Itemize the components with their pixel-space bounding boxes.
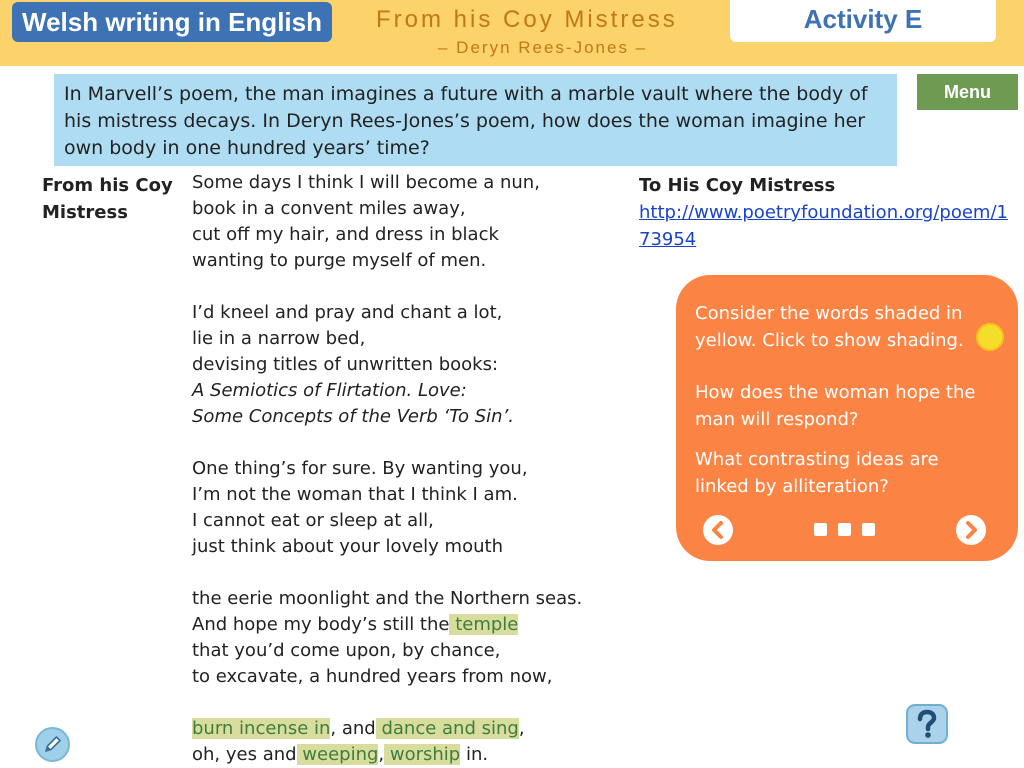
shaded-word: temple bbox=[449, 614, 519, 635]
panel-text-consider: Consider the words shaded in yellow. Click to show shading. bbox=[695, 303, 964, 351]
shaded-word: burn incense in bbox=[192, 718, 331, 739]
poem-line: I cannot eat or sleep at all, bbox=[192, 510, 434, 531]
poem-line: that you’d come upon, by chance, bbox=[192, 640, 501, 661]
question-mark-icon[interactable] bbox=[906, 704, 948, 744]
page-dots bbox=[814, 523, 878, 537]
panel-text-respond: How does the woman hope the man will respond? bbox=[695, 382, 976, 430]
poem-text-run: , bbox=[518, 718, 525, 739]
header-bar bbox=[0, 0, 1024, 66]
poem-line: Some days I think I will become a nun, bbox=[192, 172, 540, 193]
reference-block bbox=[639, 172, 1009, 253]
poem-line: book in a convent miles away, bbox=[192, 198, 466, 219]
poem-text-run: oh, yes and bbox=[192, 744, 297, 765]
poem-line: I’m not the woman that I think I am. bbox=[192, 484, 518, 505]
brand-label: Welsh writing in English bbox=[12, 2, 332, 42]
poem-line: wanting to purge myself of men. bbox=[192, 250, 487, 271]
yellow-dot-icon[interactable] bbox=[976, 323, 1004, 351]
chevron-left-icon[interactable] bbox=[703, 515, 733, 545]
reference-title: To His Coy Mistress bbox=[639, 175, 836, 196]
page-dot[interactable] bbox=[838, 523, 851, 536]
poem-line: just think about your lovely mouth bbox=[192, 536, 503, 557]
panel-text-alliteration: What contrasting ideas are linked by alliteration? bbox=[695, 449, 939, 497]
reference-link[interactable]: http://www.poetryfoundation.org/poem/173954 bbox=[639, 202, 1008, 250]
question-box: In Marvell’s poem, the man imagines a future with a marble vault where the body of his mistress decays. In Deryn Rees-Jones’s poem, how does the woman imagine her own body in one hundred years’ time? bbox=[54, 74, 897, 166]
poem-line: I’d kneel and pray and chant a lot, bbox=[192, 302, 503, 323]
page-subtitle: – Deryn Rees-Jones – bbox=[438, 38, 648, 57]
poem-text-run: , and bbox=[330, 718, 376, 739]
chevron-right-icon[interactable] bbox=[956, 515, 986, 545]
poem-line: lie in a narrow bed, bbox=[192, 328, 366, 349]
poem-line bbox=[192, 742, 612, 768]
poem-text-run: in. bbox=[460, 744, 489, 765]
poem-line: to excavate, a hundred years from now, bbox=[192, 666, 553, 687]
poem-line bbox=[192, 612, 612, 638]
poem-text-run: And hope my body’s still the bbox=[192, 614, 450, 635]
poem-line bbox=[192, 716, 612, 742]
menu-button[interactable]: Menu bbox=[917, 74, 1018, 110]
stanza-break bbox=[192, 274, 612, 300]
activity-label: Activity E bbox=[730, 0, 996, 42]
stanza-break bbox=[192, 430, 612, 456]
prompt-panel bbox=[676, 275, 1018, 561]
poem-text-run: , bbox=[378, 744, 385, 765]
poem-line: cut off my hair, and dress in black bbox=[192, 224, 499, 245]
poem-line: the eerie moonlight and the Northern seas. bbox=[192, 588, 583, 609]
poem-title: From his Coy Mistress bbox=[42, 175, 173, 223]
poem-text bbox=[192, 170, 612, 768]
stanza-break bbox=[192, 560, 612, 586]
poem-line: Some Concepts of the Verb ‘To Sin’. bbox=[192, 406, 515, 427]
poem-line: A Semiotics of Flirtation. Love: bbox=[192, 380, 467, 401]
pencil-icon[interactable] bbox=[35, 727, 70, 762]
shaded-word: dance and sing bbox=[375, 718, 519, 739]
stanza-break bbox=[192, 690, 612, 716]
shaded-word: worship bbox=[384, 744, 461, 765]
poem-line: devising titles of unwritten books: bbox=[192, 354, 499, 375]
page-dot[interactable] bbox=[814, 523, 827, 536]
poem-line: One thing’s for sure. By wanting you, bbox=[192, 458, 528, 479]
shaded-word: weeping bbox=[296, 744, 379, 765]
page-title: From his Coy Mistress bbox=[376, 6, 678, 33]
page-dot[interactable] bbox=[862, 523, 875, 536]
